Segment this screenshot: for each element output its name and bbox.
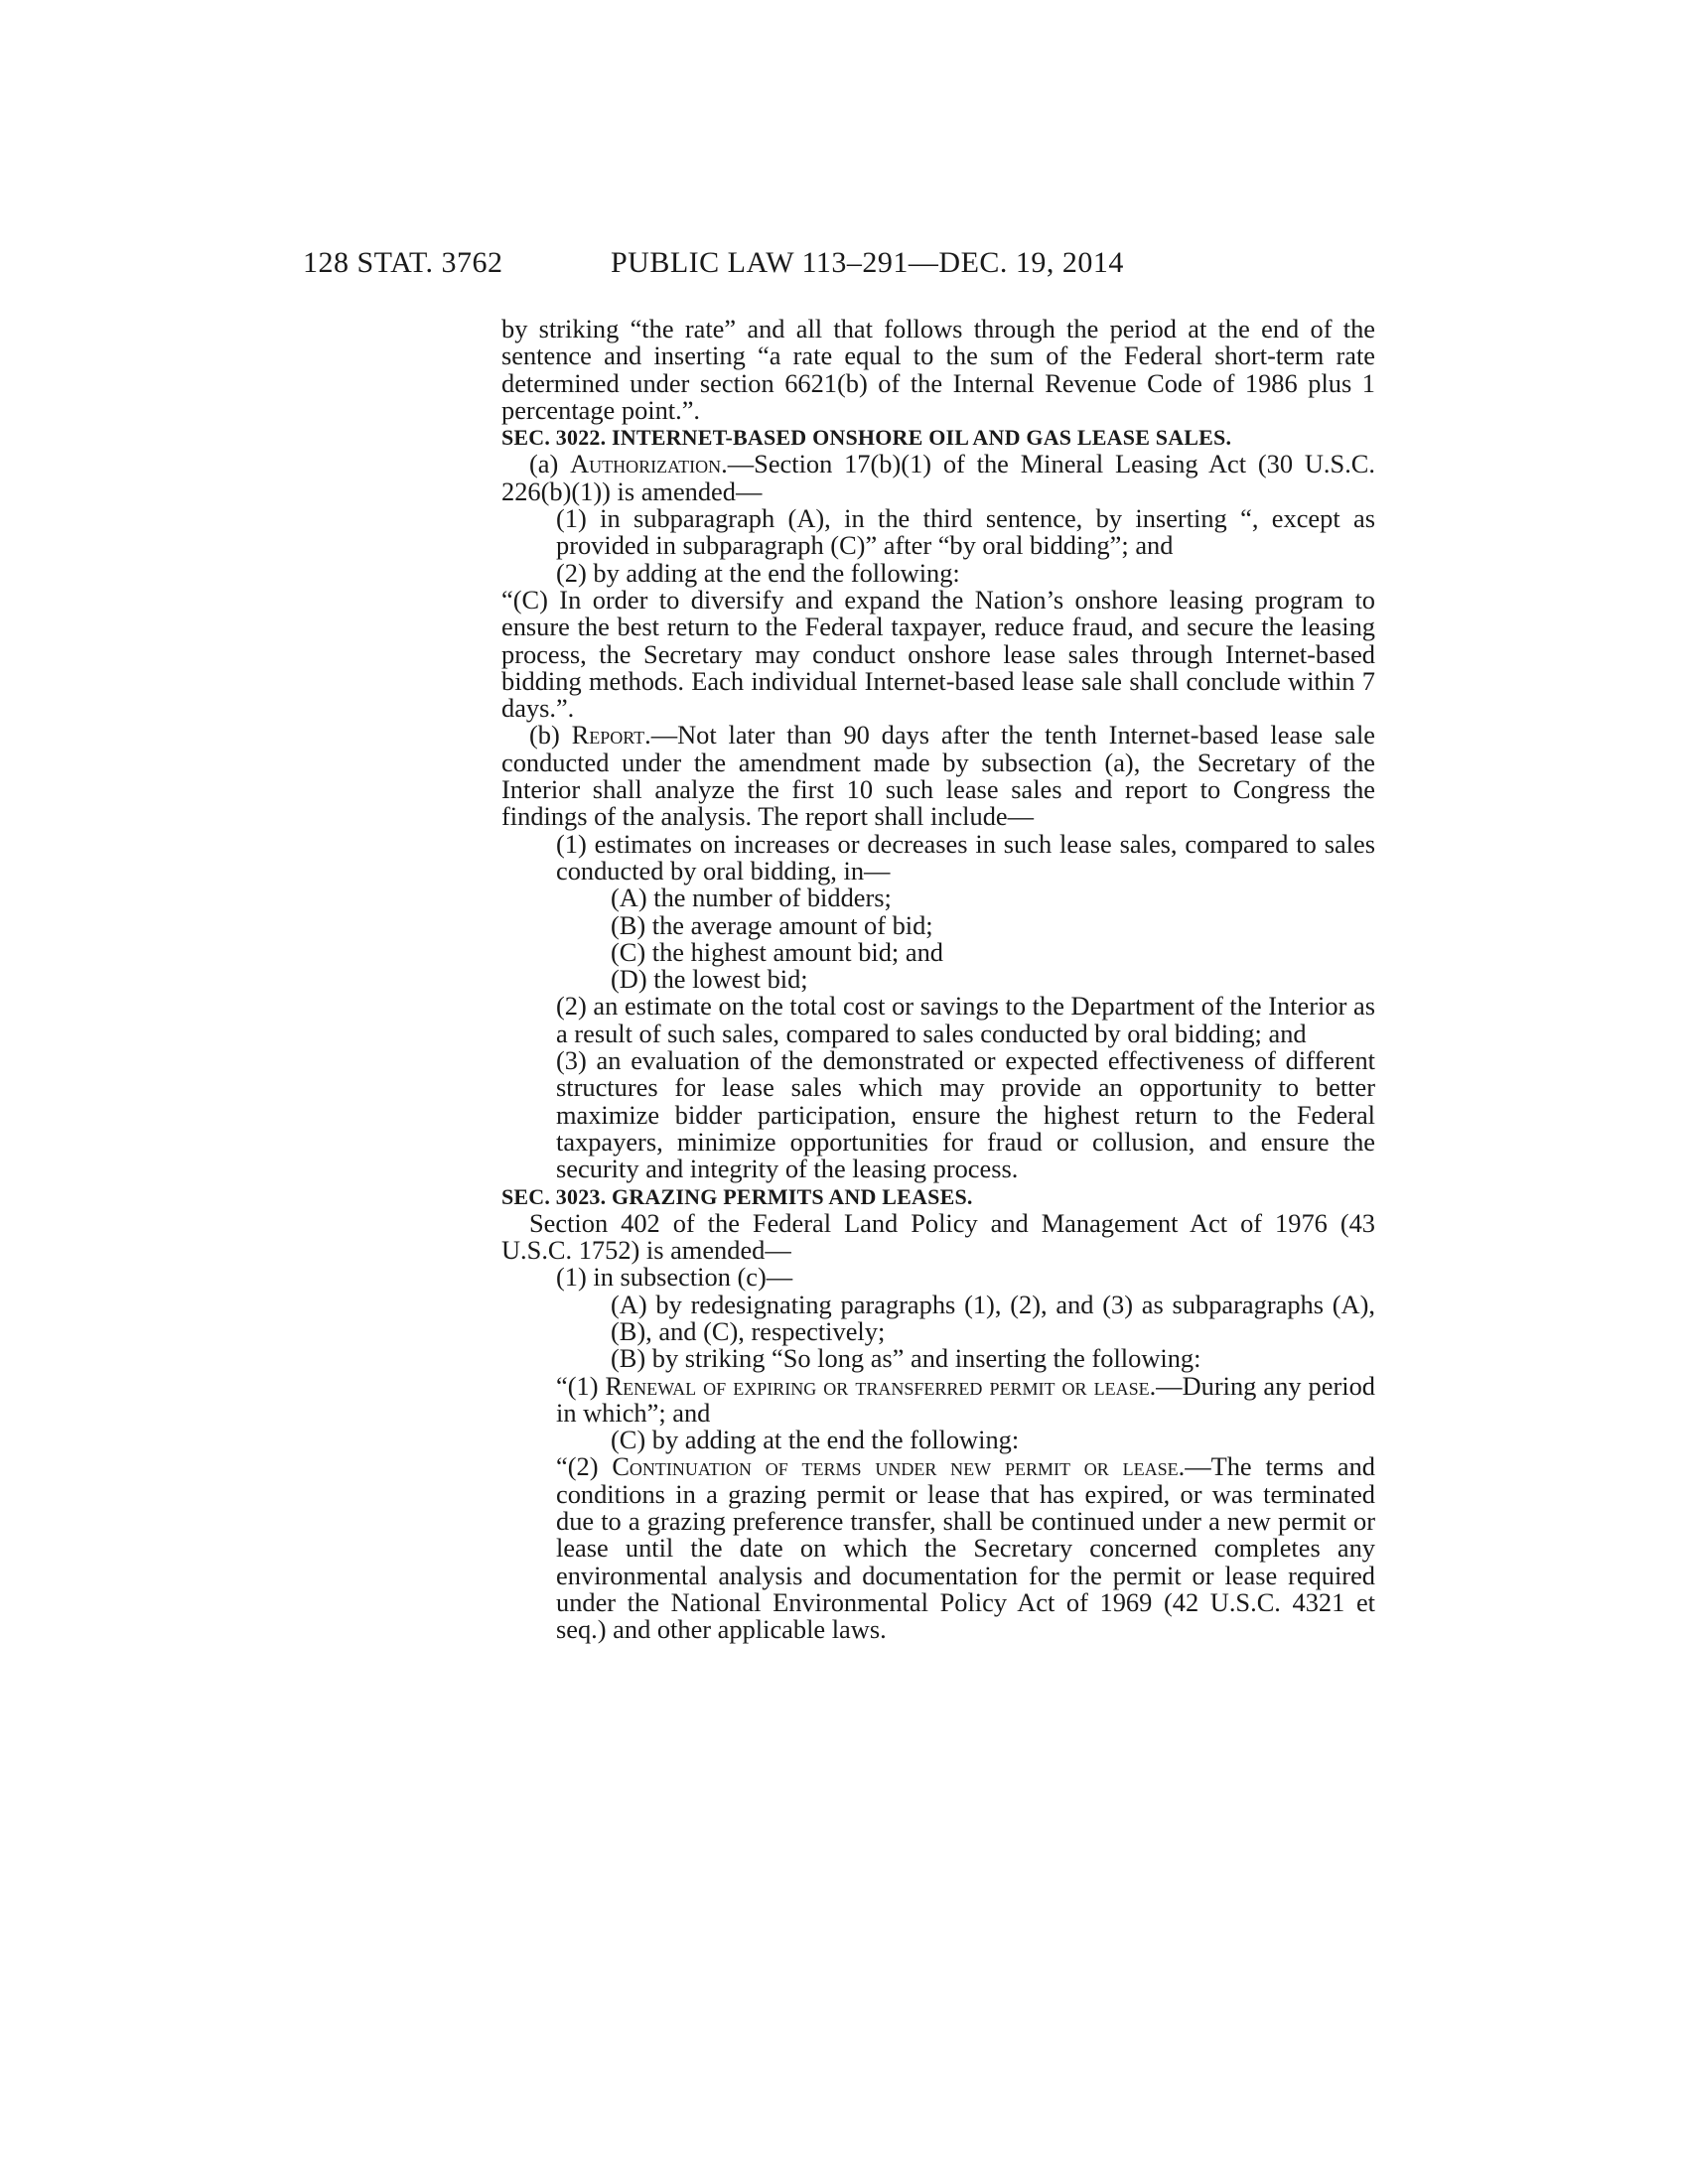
paragraph-b1: (1) estimates on increases or decreases in such lease sales, compared to sales conducted by oral bidding, in—: [556, 828, 1375, 886]
subparagraph-b1a: (A) the number of bidders;: [611, 883, 892, 913]
public-law-reference: PUBLIC LAW 113–291—DEC. 19, 2014: [611, 246, 1124, 279]
quoted-subparagraph-c: “(C) In order to diversify and expand the Nation’s onshore leasing program to ensure the best return to the Federal taxpayer, reduce fraud, and secure the leasing process, the Secretary may conduct onshore lease sales through Internet-based bidding methods. Each individual Internet-based lease sale shall conclude within 7 days.”.: [501, 584, 1375, 724]
paragraph-c1: (1) in subsection (c)—: [556, 1262, 793, 1293]
paragraph-a2: (2) by adding at the end the following:: [556, 557, 960, 588]
subsection-a-text: .—Section 17(b)(1) of the Mineral Leasing Act (30 U.S.C. 226(b)(1)) is amended—: [501, 449, 1375, 506]
quoted-paragraph-1-caption: Renewal of expiring or transferred permit or lease: [605, 1370, 1150, 1401]
subparagraph-c1a: (A) by redesignating paragraphs (1), (2), and (3) as subparagraphs (A), (B), and (C), respectively;: [611, 1289, 1375, 1346]
subparagraph-c1b: (B) by striking “So long as” and inserting the following:: [611, 1343, 1201, 1374]
quoted-paragraph-1-open: “(1): [556, 1370, 606, 1401]
page-header: [303, 246, 1375, 286]
subparagraph-c1c: (C) by adding at the end the following:: [611, 1425, 1020, 1455]
subparagraph-b1c: (C) the highest amount bid; and: [611, 936, 943, 967]
subsection-b-text: .—Not later than 90 days after the tenth Internet-based lease sale conducted under the amendment made by subsection (a), the Secretary of the Interior shall analyze the first 10 such lease sales and report to Congress the findings of the analysis. The report shall include—: [501, 720, 1375, 832]
paragraph-a1-text: (1) in subparagraph (A), in the third sentence, by inserting “, except as provided in subparagraph (C)” after “by oral bidding”; and: [556, 503, 1375, 561]
subsection-a: [501, 451, 1375, 505]
paragraph-b2: (2) an estimate on the total cost or savings to the Department of the Interior as a result of such sales, compared to sales conducted by oral bidding; and: [556, 991, 1375, 1048]
quoted-paragraph-2: [501, 1453, 1375, 1643]
subsection-b: [501, 722, 1375, 830]
paragraph-a1: [501, 505, 1375, 560]
quoted-paragraph-2-open: “(2): [556, 1451, 613, 1482]
subparagraph-b1b: (B) the average amount of bid;: [611, 909, 933, 940]
subsection-b-caption: Report: [571, 720, 645, 751]
intro-paragraph: by striking “the rate” and all that follows through the period at the end of the sentence and inserting “a rate equal to the sum of the Federal short-term rate determined under section 6621(b) of the Internal Revenue Code of 1986 plus 1 percentage point.”.: [501, 314, 1375, 425]
section-3023-lead: Section 402 of the Federal Land Policy and Management Act of 1976 (43 U.S.C. 1752) is amended—: [501, 1207, 1375, 1266]
quoted-paragraph-2-text: .—The terms and conditions in a grazing permit or lease that has expired, or was terminated due to a grazing preference transfer, shall be continued under a new permit or lease until the date on which the Secretary concerned completes any environmental analysis and documentation for the permit or lease required under the National Environmental Policy Act of 1969 (42 U.S.C. 4321 et seq.) and other applicable laws.: [556, 1451, 1375, 1645]
statute-page-reference: 128 STAT. 3762: [303, 246, 503, 279]
subsection-a-caption: Authorization: [570, 449, 722, 479]
subsection-b-label: (b): [529, 720, 572, 751]
quoted-paragraph-1: [501, 1370, 1375, 1428]
subsection-a-label: (a): [529, 449, 571, 479]
section-3022-heading: SEC. 3022. INTERNET-BASED ONSHORE OIL AND GAS LEASE SALES.: [501, 425, 1232, 451]
section-3023-heading: SEC. 3023. GRAZING PERMITS AND LEASES.: [501, 1183, 973, 1209]
subparagraph-b1d: (D) the lowest bid;: [611, 964, 808, 995]
document-body: [501, 316, 1375, 1644]
paragraph-b3: (3) an evaluation of the demonstrated or expected effectiveness of different structures for lease sales which may provide an opportunity to better maximize bidder participation, ensure the highest return to the Federal taxpayers, minimize opportunities for fraud or collusion, and ensure the security and integrity of the leasing process.: [556, 1045, 1375, 1184]
quoted-paragraph-2-caption: Continuation of terms under new permit or lease: [612, 1451, 1179, 1482]
quoted-paragraph-1-text: .—During any period in which”; and: [556, 1370, 1375, 1428]
